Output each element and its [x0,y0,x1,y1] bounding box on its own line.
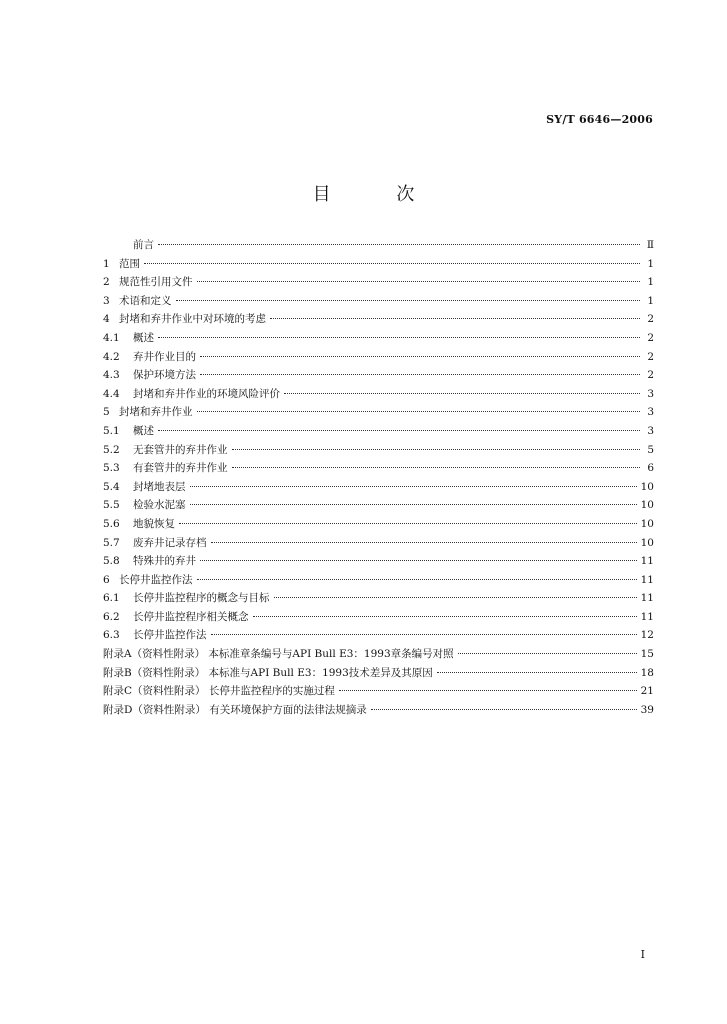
toc-num: 5.2 [103,443,120,456]
toc-leader [211,541,637,543]
toc-page: Ⅱ [646,239,654,251]
toc-page: 3 [647,387,654,400]
toc-leader [371,708,637,710]
toc-leader [190,503,637,505]
toc-page: 2 [647,350,654,363]
toc-row-8[interactable] [103,385,654,404]
toc-row-18[interactable] [103,571,654,590]
toc-page: 1 [647,257,654,270]
toc-page: 12 [640,629,654,642]
toc-text: 概述 [133,331,154,344]
toc-leader [144,262,640,264]
toc-text: 范围 [119,257,140,270]
toc-leader [197,410,641,412]
toc-row-13[interactable] [103,478,654,497]
page-title: 目 次 [312,184,445,205]
toc-text: 附录D（资料性附录） 有关环境保护方面的法律法规摘录 [103,703,367,716]
toc-row-3[interactable] [103,292,654,311]
toc-page: 6 [647,462,654,475]
toc-row-4[interactable] [103,310,654,329]
toc-leader [197,280,641,282]
toc-page: 11 [640,555,654,568]
toc-num: 3 [103,294,110,307]
toc-page: 18 [640,666,654,679]
toc-page: 10 [640,480,654,493]
toc-page: 2 [647,313,654,326]
toc-text: 附录A（资料性附录） 本标准章条编号与API Bull E3：1993章条编号对照 [103,648,454,661]
toc-num: 5.1 [103,424,120,437]
toc-num: 5.4 [103,480,120,493]
toc-leader [158,429,640,431]
toc-leader [270,317,640,319]
toc-page: 1 [647,276,654,289]
toc-leader [190,485,637,487]
toc-row-21[interactable] [103,626,654,645]
toc-text: 无套管井的弃井作业 [133,443,228,456]
toc-text: 规范性引用文件 [119,276,193,289]
toc-row-17[interactable] [103,552,654,571]
toc-leader [211,633,637,635]
toc-row-2[interactable] [103,273,654,292]
toc-leader [200,355,640,357]
toc-leader [458,652,637,654]
toc-leader [158,243,640,245]
toc-page: 3 [647,424,654,437]
toc-text: 弃井作业目的 [133,350,196,363]
toc-page: 11 [640,610,654,623]
toc-row-11[interactable] [103,441,654,460]
toc-text: 封堵和弃井作业的环境风险评价 [133,387,280,400]
toc-num: 4.2 [103,350,120,363]
toc-num: 5.8 [103,555,120,568]
toc-text: 术语和定义 [119,294,172,307]
toc-row-6[interactable] [103,348,654,367]
toc-page: 10 [640,499,654,512]
toc-text: 封堵和弃井作业 [119,406,193,419]
toc-num: 5.6 [103,517,120,530]
toc-text: 特殊井的弃井 [133,555,196,568]
toc-text: 概述 [133,424,154,437]
toc-num: 5 [103,406,110,419]
toc-text: 有套管井的弃井作业 [133,462,228,475]
table-of-contents [103,236,654,719]
toc-page: 3 [647,406,654,419]
toc-leader [200,559,637,561]
toc-num: 4.3 [103,369,120,382]
toc-num: 5.5 [103,499,120,512]
toc-text: 长停井监控作法 [133,629,207,642]
toc-leader [253,615,637,617]
toc-row-5[interactable] [103,329,654,348]
toc-leader [158,336,640,338]
toc-row-12[interactable] [103,459,654,478]
toc-page: 39 [640,703,654,716]
toc-page: 15 [640,648,654,661]
toc-text: 长停井监控程序的概念与目标 [133,592,270,605]
toc-page: 10 [640,536,654,549]
toc-row-7[interactable] [103,366,654,385]
toc-num: 4 [103,313,110,326]
toc-num: 4.4 [103,387,120,400]
toc-row-19[interactable] [103,589,654,608]
toc-page: 2 [647,331,654,344]
toc-num: 5.7 [103,536,120,549]
toc-page: 1 [647,294,654,307]
toc-row-24[interactable] [103,682,654,701]
toc-text: 地貌恢复 [133,517,175,530]
toc-num: 6.1 [103,592,120,605]
toc-page: 11 [640,573,654,586]
toc-text: 附录C（资料性附录） 长停井监控程序的实施过程 [103,685,335,698]
toc-page: 21 [640,685,654,698]
toc-row-20[interactable] [103,608,654,627]
toc-num: 6.2 [103,610,120,623]
toc-leader [197,578,637,580]
toc-leader [179,522,637,524]
toc-row-9[interactable] [103,403,654,422]
toc-row-23[interactable] [103,664,654,683]
toc-page: 10 [640,517,654,530]
toc-num: 4.1 [103,331,120,344]
toc-page: 2 [647,369,654,382]
toc-text: 废弃井记录存档 [133,536,207,549]
toc-num: 2 [103,276,110,289]
toc-text: 保护环境方法 [133,369,196,382]
toc-row-1[interactable] [103,255,654,274]
toc-row-14[interactable] [103,496,654,515]
toc-row-22[interactable] [103,645,654,664]
toc-leader [284,392,640,394]
toc-leader [232,448,641,450]
toc-leader [200,373,640,375]
toc-leader [232,466,641,468]
toc-page: 5 [647,443,654,456]
toc-text: 长停井监控程序相关概念 [133,610,249,623]
toc-row-16[interactable] [103,534,654,553]
toc-text: 前言 [133,239,154,251]
toc-leader [274,596,637,598]
toc-leader [437,671,637,673]
toc-leader [176,299,641,301]
toc-row-0[interactable] [103,236,654,255]
toc-text: 封堵地表层 [133,480,186,493]
toc-row-25[interactable] [103,701,654,720]
toc-num: 6.3 [103,629,120,642]
page-number: I [640,948,645,961]
toc-text: 封堵和弃井作业中对环境的考虑 [119,313,266,326]
toc-leader [339,689,637,691]
toc-num: 1 [103,257,110,270]
toc-text: 附录B（资料性附录） 本标准与API Bull E3：1993技术差异及其原因 [103,666,433,679]
toc-text: 长停井监控作法 [119,573,193,586]
toc-row-15[interactable] [103,515,654,534]
toc-page: 11 [640,592,654,605]
standard-code: SY/T 6646—2006 [546,113,653,126]
toc-row-10[interactable] [103,422,654,441]
toc-text: 检验水泥塞 [133,499,186,512]
toc-num: 6 [103,573,110,586]
toc-num: 5.3 [103,462,120,475]
